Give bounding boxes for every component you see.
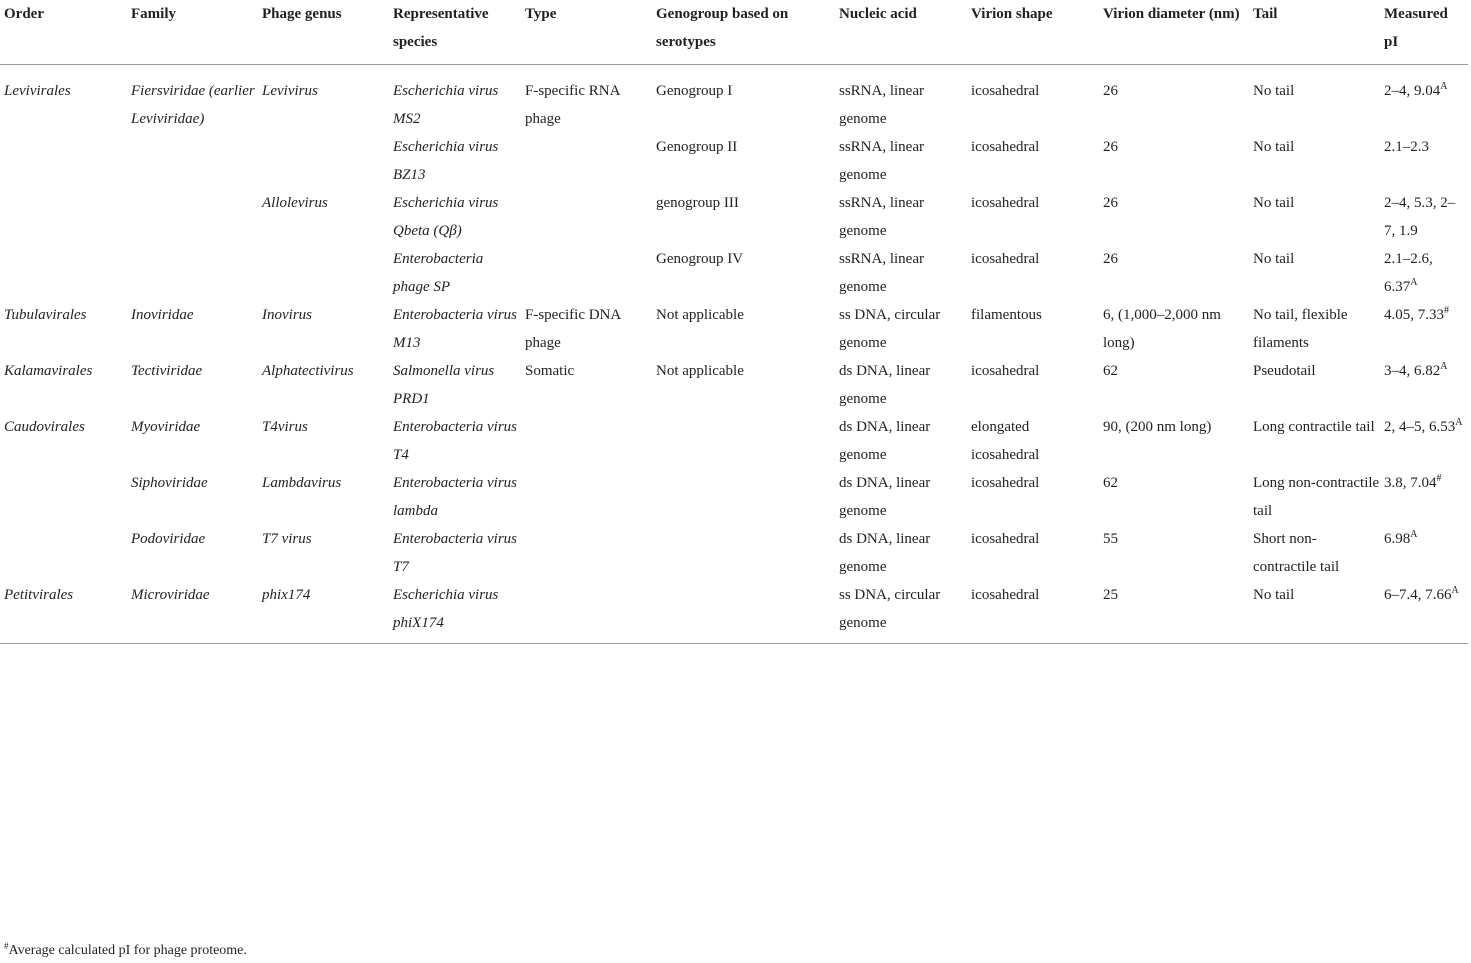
cell-tail <box>1253 525 1384 581</box>
cell-measured-pi <box>1384 581 1468 644</box>
cell-phage-genus-text: Allolevirus <box>262 194 328 211</box>
cell-family <box>131 525 262 581</box>
cell-phage-genus <box>262 245 393 301</box>
cell-virion-diameter-text: 25 <box>1103 586 1118 603</box>
cell-type-text: F-specific DNA phage <box>525 306 621 351</box>
cell-virion-shape <box>971 245 1103 301</box>
cell-type <box>525 133 656 189</box>
cell-tail-text: No tail <box>1253 138 1295 155</box>
cell-family <box>131 64 262 133</box>
table-row <box>0 357 1468 413</box>
cell-phage-genus-text: Alphatectivirus <box>262 362 354 379</box>
cell-order-text: Levivirales <box>4 82 71 99</box>
cell-virion-diameter <box>1103 245 1253 301</box>
header-order: Order <box>4 6 44 22</box>
cell-nucleic-acid-text: ssRNA, linear genome <box>839 250 924 295</box>
cell-type <box>525 357 656 413</box>
table-row <box>0 64 1468 133</box>
cell-virion-diameter <box>1103 301 1253 357</box>
cell-virion-shape-text: elongated icosahedral <box>971 418 1040 463</box>
cell-tail-text: No tail <box>1253 250 1295 267</box>
cell-virion-diameter <box>1103 189 1253 245</box>
cell-tail <box>1253 245 1384 301</box>
table-header-row <box>0 0 1468 64</box>
cell-tail-text: Long non-contractile tail <box>1253 474 1380 519</box>
cell-virion-shape-text: icosahedral <box>971 362 1040 379</box>
cell-measured-pi-text: 4.05, 7.33 <box>1384 306 1444 323</box>
cell-nucleic-acid <box>839 64 971 133</box>
cell-family-text: Inoviridae <box>131 306 194 323</box>
cell-nucleic-acid <box>839 469 971 525</box>
header-measured-pi: Measured pI <box>1384 6 1448 50</box>
cell-genogroup <box>656 357 839 413</box>
cell-virion-shape <box>971 64 1103 133</box>
cell-tail-text: Short non-contractile tail <box>1253 530 1340 575</box>
cell-nucleic-acid <box>839 133 971 189</box>
cell-measured-pi <box>1384 413 1468 469</box>
cell-representative-species-text: Escherichia virus BZ13 <box>393 138 499 183</box>
cell-genogroup <box>656 245 839 301</box>
cell-measured-pi <box>1384 357 1468 413</box>
cell-virion-diameter <box>1103 469 1253 525</box>
cell-tail <box>1253 64 1384 133</box>
header-representative-species: Representative species <box>393 6 489 50</box>
pi-footnote-marker: A <box>1451 584 1459 596</box>
cell-order <box>0 581 131 644</box>
cell-nucleic-acid <box>839 189 971 245</box>
cell-type <box>525 189 656 245</box>
cell-family <box>131 133 262 189</box>
cell-family-text: Tectiviridae <box>131 362 203 379</box>
header-nucleic-acid: Nucleic acid <box>839 6 917 22</box>
cell-virion-diameter <box>1103 413 1253 469</box>
pi-footnote-marker: # <box>1436 472 1442 484</box>
cell-family-text: Siphoviridae <box>131 474 208 491</box>
cell-representative-species <box>393 413 525 469</box>
cell-nucleic-acid-text: ds DNA, linear genome <box>839 418 931 463</box>
cell-representative-species-text: Escherichia virus phiX174 <box>393 586 499 631</box>
cell-representative-species-text: Enterobacteria virus T7 <box>393 530 518 575</box>
cell-virion-shape-text: icosahedral <box>971 138 1040 155</box>
cell-virion-diameter-text: 26 <box>1103 138 1118 155</box>
cell-genogroup-text: Genogroup IV <box>656 250 744 267</box>
cell-virion-diameter-text: 26 <box>1103 194 1118 211</box>
cell-representative-species <box>393 357 525 413</box>
cell-virion-shape-text: filamentous <box>971 306 1042 323</box>
cell-representative-species-text: Salmonella virus PRD1 <box>393 362 495 407</box>
cell-virion-diameter-text: 55 <box>1103 530 1118 547</box>
pi-footnote-marker: A <box>1410 276 1418 288</box>
cell-virion-diameter-text: 6, (1,000–2,000 nm long) <box>1103 306 1221 351</box>
cell-phage-genus-text: T7 virus <box>262 530 312 547</box>
header-virion-diameter: Virion diameter (nm) <box>1103 6 1240 22</box>
cell-virion-shape <box>971 581 1103 644</box>
cell-virion-shape <box>971 301 1103 357</box>
cell-phage-genus <box>262 413 393 469</box>
cell-order <box>0 525 131 581</box>
cell-representative-species-text: Enterobacteria phage SP <box>393 250 484 295</box>
cell-virion-shape <box>971 357 1103 413</box>
cell-family-text: Fiersviridae (earlier Leviviridae) <box>131 82 255 127</box>
header-tail: Tail <box>1253 6 1278 22</box>
cell-phage-genus-text: phix174 <box>262 586 311 603</box>
cell-measured-pi <box>1384 133 1468 189</box>
header-family: Family <box>131 6 176 22</box>
cell-family <box>131 301 262 357</box>
cell-virion-diameter <box>1103 64 1253 133</box>
cell-representative-species <box>393 133 525 189</box>
cell-virion-shape <box>971 413 1103 469</box>
cell-tail-text: No tail, flexible filaments <box>1253 306 1348 351</box>
cell-family-text: Microviridae <box>131 586 210 603</box>
cell-representative-species-text: Enterobacteria virus lambda <box>393 474 518 519</box>
cell-genogroup <box>656 189 839 245</box>
cell-measured-pi-text: 2–4, 9.04 <box>1384 82 1441 99</box>
cell-virion-diameter-text: 62 <box>1103 362 1118 379</box>
header-type: Type <box>525 6 557 22</box>
cell-phage-genus <box>262 525 393 581</box>
cell-nucleic-acid <box>839 525 971 581</box>
cell-representative-species <box>393 189 525 245</box>
cell-genogroup-text: genogroup III <box>656 194 739 211</box>
cell-tail-text: Long contractile tail <box>1253 418 1375 435</box>
cell-genogroup-text: Genogroup I <box>656 82 733 99</box>
cell-family <box>131 581 262 644</box>
cell-virion-diameter-text: 62 <box>1103 474 1118 491</box>
header-genogroup: Genogroup based on serotypes <box>656 6 789 50</box>
cell-virion-diameter <box>1103 133 1253 189</box>
cell-measured-pi <box>1384 301 1468 357</box>
cell-representative-species <box>393 301 525 357</box>
pi-footnote-marker: A <box>1440 80 1448 92</box>
cell-family <box>131 469 262 525</box>
cell-tail <box>1253 469 1384 525</box>
table-row <box>0 413 1468 469</box>
cell-type <box>525 581 656 644</box>
cell-representative-species-text: Escherichia virus MS2 <box>393 82 499 127</box>
cell-measured-pi-text: 6.98 <box>1384 530 1411 547</box>
cell-family-text: Podoviridae <box>131 530 206 547</box>
cell-phage-genus-text: T4virus <box>262 418 308 435</box>
cell-order-text: Tubulavirales <box>4 306 87 323</box>
cell-measured-pi-text: 3–4, 6.82 <box>1384 362 1441 379</box>
cell-nucleic-acid <box>839 357 971 413</box>
pi-footnote-marker: # <box>1444 304 1449 316</box>
cell-measured-pi <box>1384 525 1468 581</box>
cell-virion-shape-text: icosahedral <box>971 474 1040 491</box>
cell-virion-shape-text: icosahedral <box>971 82 1040 99</box>
cell-order-text: Petitvirales <box>4 586 74 603</box>
table-row <box>0 525 1468 581</box>
cell-virion-diameter-text: 26 <box>1103 250 1118 267</box>
cell-measured-pi-text: 3.8, 7.04 <box>1384 474 1437 491</box>
cell-genogroup <box>656 133 839 189</box>
cell-virion-shape <box>971 525 1103 581</box>
cell-virion-shape-text: icosahedral <box>971 250 1040 267</box>
cell-tail <box>1253 189 1384 245</box>
cell-nucleic-acid-text: ssRNA, linear genome <box>839 194 924 239</box>
cell-genogroup <box>656 469 839 525</box>
header-phage-genus: Phage genus <box>262 6 342 22</box>
cell-measured-pi <box>1384 469 1468 525</box>
cell-family <box>131 413 262 469</box>
cell-measured-pi <box>1384 64 1468 133</box>
cell-nucleic-acid <box>839 413 971 469</box>
cell-order <box>0 301 131 357</box>
cell-measured-pi <box>1384 245 1468 301</box>
pi-footnote-marker: A <box>1440 360 1448 372</box>
cell-order-text: Caudovirales <box>4 418 85 435</box>
cell-tail <box>1253 133 1384 189</box>
cell-genogroup <box>656 413 839 469</box>
cell-genogroup <box>656 581 839 644</box>
cell-tail <box>1253 357 1384 413</box>
cell-order <box>0 469 131 525</box>
cell-tail <box>1253 301 1384 357</box>
cell-tail <box>1253 413 1384 469</box>
cell-genogroup-text: Not applicable <box>656 306 744 323</box>
cell-virion-diameter <box>1103 357 1253 413</box>
cell-nucleic-acid <box>839 301 971 357</box>
cell-representative-species <box>393 245 525 301</box>
cell-nucleic-acid <box>839 581 971 644</box>
cell-phage-genus <box>262 64 393 133</box>
cell-measured-pi-text: 2, 4–5, 6.53 <box>1384 418 1456 435</box>
cell-measured-pi <box>1384 189 1468 245</box>
cell-phage-genus <box>262 301 393 357</box>
cell-virion-diameter <box>1103 581 1253 644</box>
cell-genogroup <box>656 64 839 133</box>
cell-order <box>0 64 131 133</box>
cell-virion-diameter-text: 90, (200 nm long) <box>1103 418 1212 435</box>
cell-nucleic-acid <box>839 245 971 301</box>
cell-virion-shape <box>971 189 1103 245</box>
table-row <box>0 469 1468 525</box>
cell-genogroup-text: Not applicable <box>656 362 744 379</box>
cell-virion-shape <box>971 133 1103 189</box>
footnote-text: Average calculated pI for phage proteome. <box>8 943 247 958</box>
cell-nucleic-acid-text: ds DNA, linear genome <box>839 362 931 407</box>
cell-phage-genus <box>262 133 393 189</box>
cell-measured-pi-text: 6–7.4, 7.66 <box>1384 586 1452 603</box>
cell-family <box>131 357 262 413</box>
cell-type <box>525 413 656 469</box>
cell-measured-pi-text: 2–4, 5.3, 2–7, 1.9 <box>1384 194 1456 239</box>
cell-phage-genus-text: Inovirus <box>262 306 312 323</box>
cell-phage-genus <box>262 357 393 413</box>
cell-virion-shape-text: icosahedral <box>971 194 1040 211</box>
table-row <box>0 301 1468 357</box>
cell-tail <box>1253 581 1384 644</box>
cell-nucleic-acid-text: ss DNA, circular genome <box>839 306 941 351</box>
cell-representative-species-text: Escherichia virus Qbeta (Qβ) <box>393 194 499 239</box>
cell-type <box>525 469 656 525</box>
cell-representative-species <box>393 64 525 133</box>
footnote-mark: # <box>4 941 9 951</box>
cell-virion-diameter <box>1103 525 1253 581</box>
cell-virion-shape <box>971 469 1103 525</box>
cell-nucleic-acid-text: ssRNA, linear genome <box>839 82 924 127</box>
cell-family <box>131 245 262 301</box>
cell-representative-species-text: Enterobacteria virus T4 <box>393 418 518 463</box>
cell-type <box>525 245 656 301</box>
cell-order <box>0 189 131 245</box>
cell-phage-genus <box>262 469 393 525</box>
table-row <box>0 133 1468 189</box>
cell-phage-genus <box>262 581 393 644</box>
cell-phage-genus-text: Lambdavirus <box>262 474 342 491</box>
pi-footnote-marker: A <box>1455 416 1463 428</box>
cell-order <box>0 357 131 413</box>
cell-type-text: Somatic <box>525 362 575 379</box>
cell-nucleic-acid-text: ds DNA, linear genome <box>839 474 931 519</box>
cell-phage-genus-text: Levivirus <box>262 82 318 99</box>
cell-virion-diameter-text: 26 <box>1103 82 1118 99</box>
cell-virion-shape-text: icosahedral <box>971 530 1040 547</box>
cell-order <box>0 413 131 469</box>
table-row <box>0 245 1468 301</box>
table-body <box>0 64 1468 643</box>
pi-footnote-marker: A <box>1410 528 1418 540</box>
cell-nucleic-acid-text: ssRNA, linear genome <box>839 138 924 183</box>
cell-measured-pi-text: 2.1–2.6, 6.37 <box>1384 250 1433 295</box>
cell-type <box>525 525 656 581</box>
header-virion-shape: Virion shape <box>971 6 1053 22</box>
cell-tail-text: No tail <box>1253 82 1295 99</box>
cell-genogroup <box>656 301 839 357</box>
cell-tail-text: Pseudotail <box>1253 362 1316 379</box>
cell-virion-shape-text: icosahedral <box>971 586 1040 603</box>
cell-type <box>525 301 656 357</box>
cell-genogroup-text: Genogroup II <box>656 138 738 155</box>
cell-tail-text: No tail <box>1253 586 1295 603</box>
cell-order <box>0 245 131 301</box>
cell-family <box>131 189 262 245</box>
table-row <box>0 189 1468 245</box>
table-row <box>0 581 1468 644</box>
cell-type-text: F-specific RNA phage <box>525 82 620 127</box>
cell-order <box>0 133 131 189</box>
table-footnote <box>4 940 247 962</box>
cell-nucleic-acid-text: ss DNA, circular genome <box>839 586 941 631</box>
cell-representative-species <box>393 525 525 581</box>
cell-representative-species <box>393 581 525 644</box>
cell-representative-species <box>393 469 525 525</box>
cell-family-text: Myoviridae <box>131 418 201 435</box>
cell-nucleic-acid-text: ds DNA, linear genome <box>839 530 931 575</box>
cell-genogroup <box>656 525 839 581</box>
cell-type <box>525 64 656 133</box>
cell-representative-species-text: Enterobacteria virus M13 <box>393 306 518 351</box>
cell-measured-pi-text: 2.1–2.3 <box>1384 138 1429 155</box>
cell-phage-genus <box>262 189 393 245</box>
cell-tail-text: No tail <box>1253 194 1295 211</box>
cell-order-text: Kalamavirales <box>4 362 93 379</box>
